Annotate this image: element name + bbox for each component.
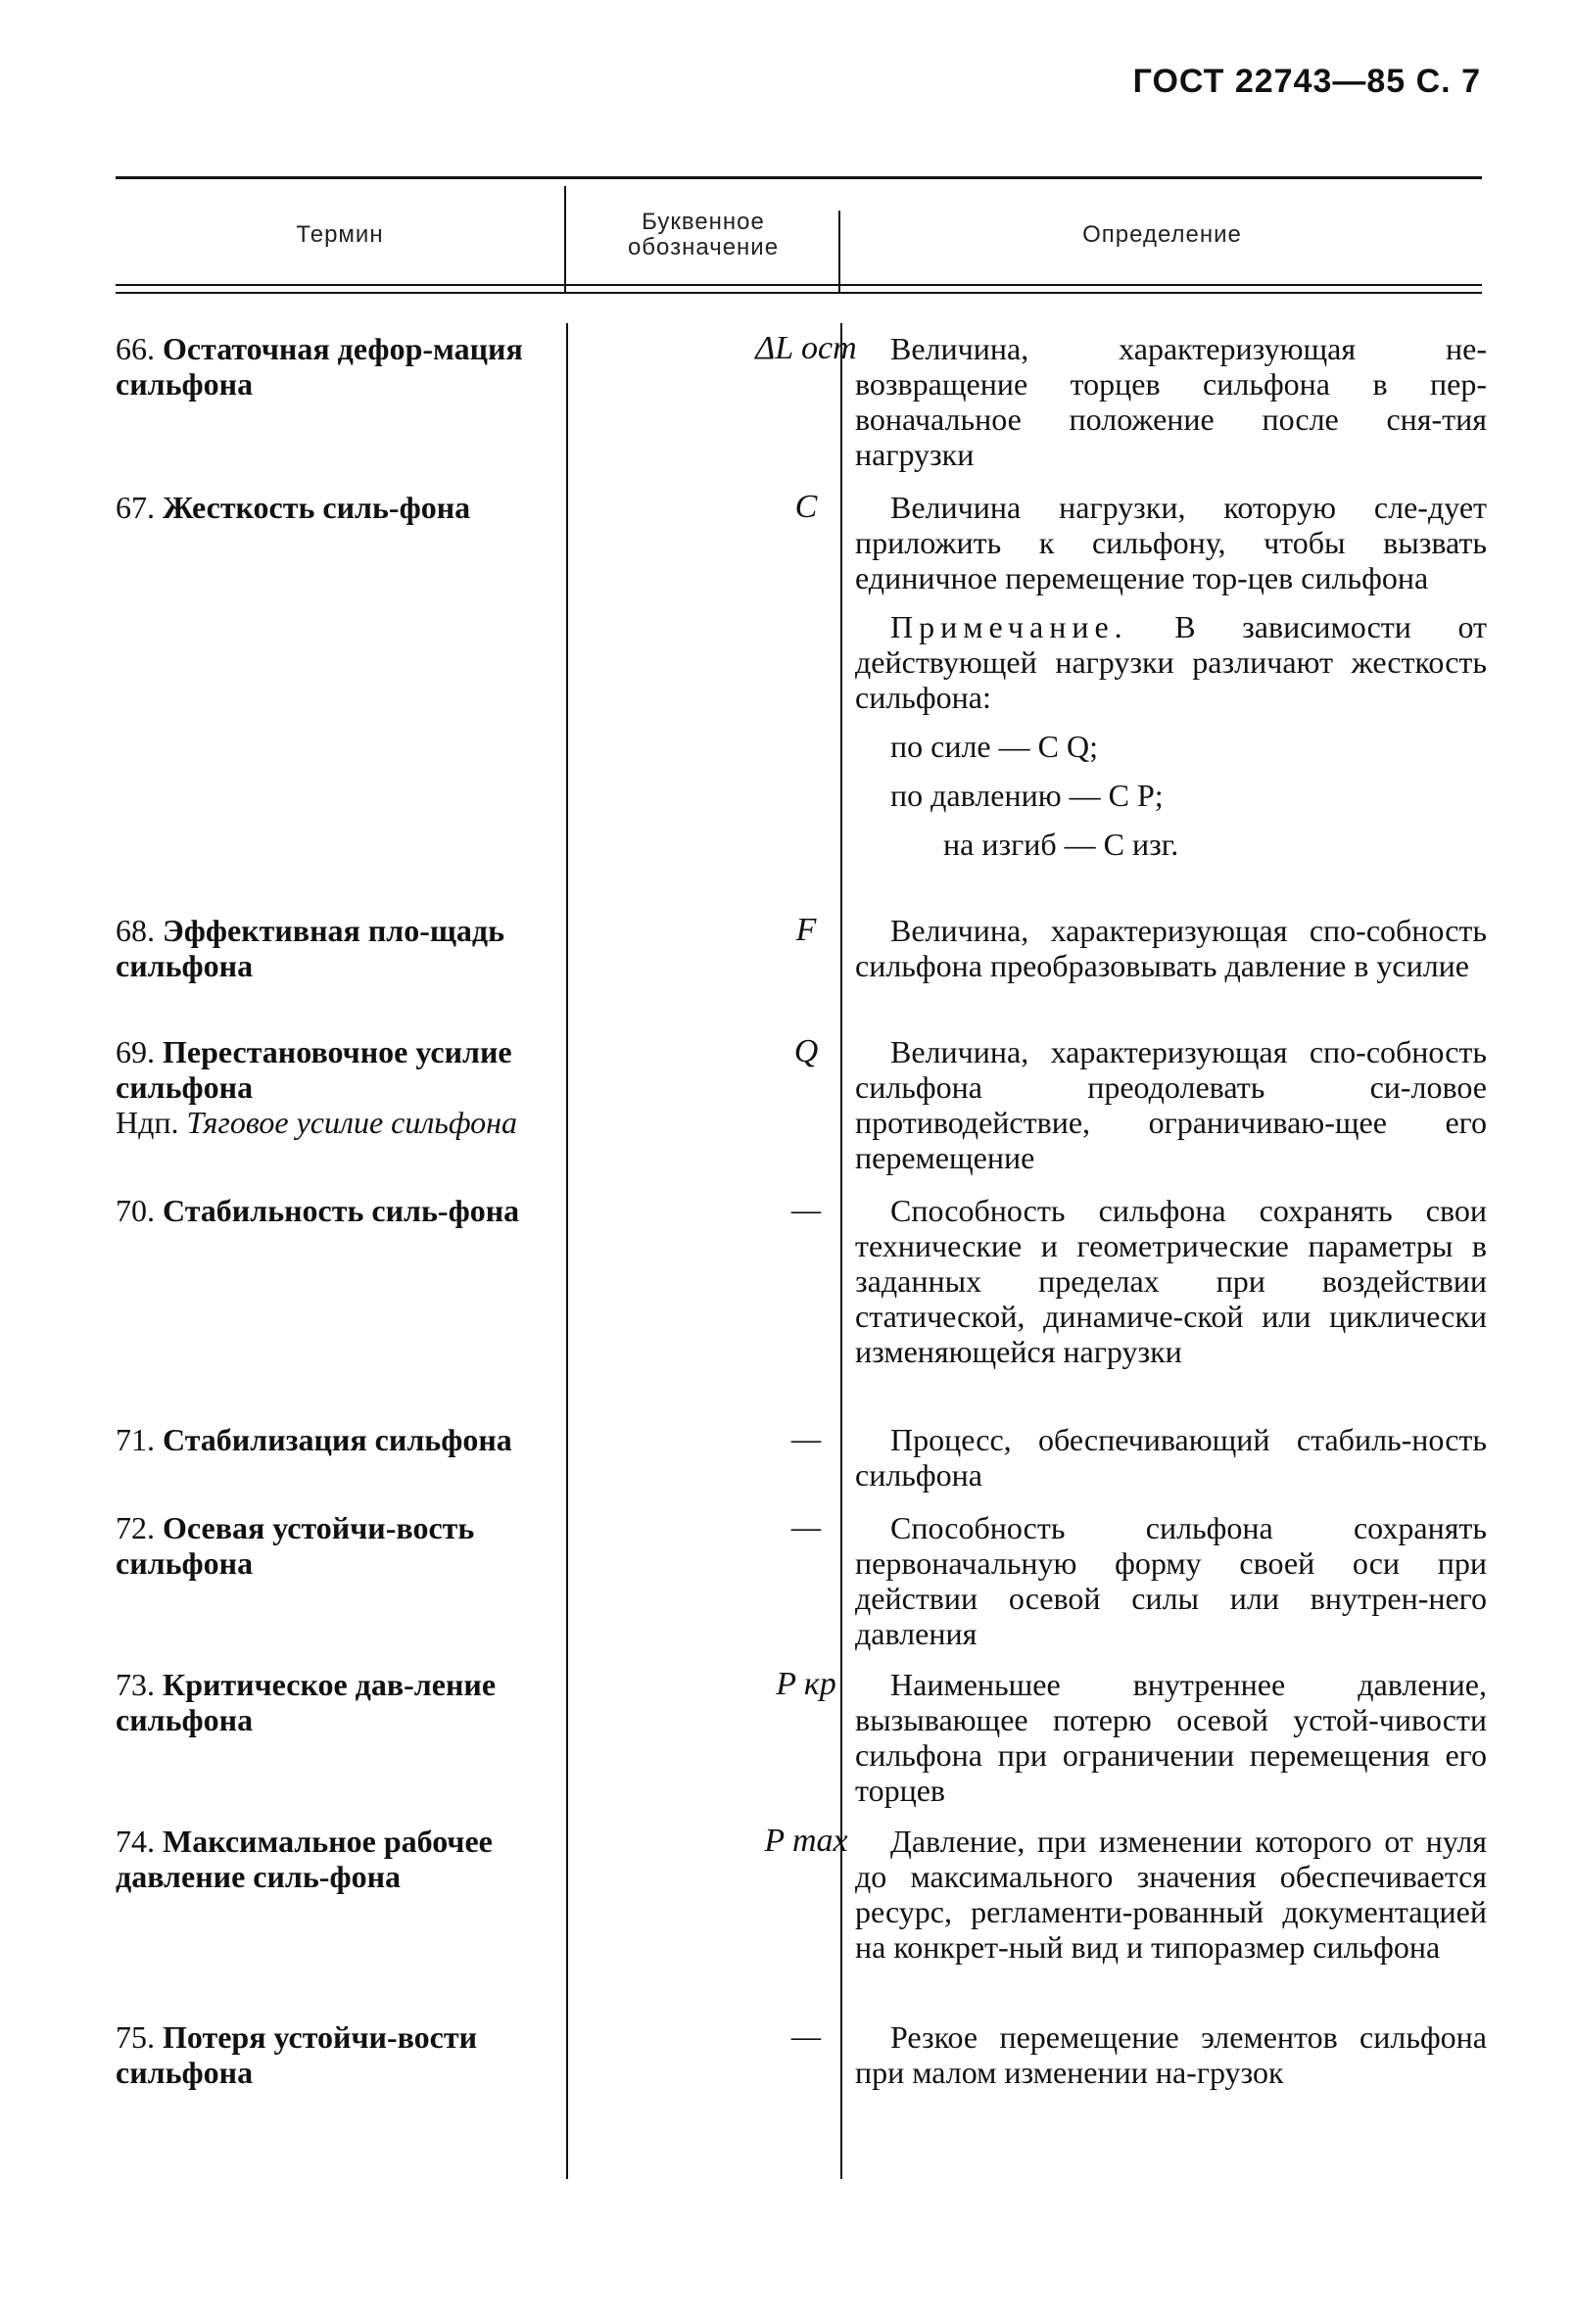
term-number: 69.	[116, 1034, 155, 1069]
term-name: Осевая устойчи-вость сильфона	[116, 1510, 475, 1581]
term-symbol: —	[790, 1509, 822, 1545]
note-label: Примечание.	[890, 609, 1128, 644]
note-item: по силе — C Q;	[890, 729, 1098, 764]
column-divider-2	[840, 323, 842, 2179]
header-bottom-rule-2	[116, 292, 1482, 294]
term-name: Потеря устойчи-вости сильфона	[116, 2019, 478, 2090]
definition-cell	[855, 1034, 1487, 1175]
note-item: на изгиб — C изг.	[943, 827, 1179, 862]
term-name: Остаточная дефор-мация сильфона	[116, 331, 523, 402]
term-cell	[116, 1824, 547, 1894]
term-name: Стабильность силь-фона	[163, 1193, 520, 1228]
term-symbol: —	[790, 1421, 822, 1457]
term-cell	[116, 1034, 547, 1140]
note-block	[855, 609, 1487, 862]
definition-text: Резкое перемещение элементов сильфона при малом изменении на-грузок	[855, 2019, 1487, 2090]
note-text: В зависимости от действующей нагрузки различают жесткость сильфона:	[855, 609, 1487, 715]
table-top-rule	[116, 176, 1482, 179]
column-header-term: Термин	[296, 221, 384, 248]
header-divider-2	[838, 211, 840, 292]
term-number: 73.	[116, 1667, 155, 1702]
definition-text: Величина, характеризующая спо-собность сильфона преодолевать си-ловое противодействие, ограничиваю-щее его перемещение	[855, 1034, 1487, 1175]
term-name: Эффективная пло-щадь сильфона	[116, 913, 504, 983]
header-bottom-rule	[116, 284, 1482, 286]
definition-text: Величина, характеризующая не-возвращение торцев сильфона в пер-воначальное положение после сня-тия нагрузки	[855, 331, 1487, 472]
term-symbol: ΔL ост	[755, 330, 857, 366]
ndp-text: Тяговое усилие сильфона	[186, 1105, 518, 1140]
term-number: 74.	[116, 1824, 155, 1859]
definition-cell	[855, 1193, 1487, 1369]
deprecated-term	[116, 1105, 547, 1140]
term-symbol: C	[794, 489, 818, 525]
term-name: Перестановочное усилие сильфона	[116, 1034, 512, 1105]
definition-cell	[855, 1422, 1487, 1493]
page-header: ГОСТ 22743—85 С. 7	[1132, 63, 1481, 100]
definition-text: Процесс, обеспечивающий стабиль-ность сильфона	[855, 1422, 1487, 1493]
definition-cell	[855, 1510, 1487, 1651]
term-cell	[116, 331, 547, 402]
term-symbol: Q	[793, 1033, 819, 1069]
definition-text: Величина, характеризующая спо-собность сильфона преобразовывать давление в усилие	[855, 913, 1487, 983]
column-divider-1	[566, 323, 568, 2179]
term-cell	[116, 1667, 547, 1737]
term-symbol: —	[790, 2018, 822, 2055]
definition-cell	[855, 1824, 1487, 1965]
header-divider-1	[564, 186, 566, 292]
column-header-symbol: Буквенное обозначение	[627, 209, 780, 261]
term-name: Критическое дав-ление сильфона	[116, 1667, 497, 1737]
term-cell	[116, 2019, 547, 2090]
column-header-definition: Определение	[1082, 221, 1242, 248]
term-cell	[116, 913, 547, 983]
term-number: 66.	[116, 331, 155, 366]
term-cell	[116, 1193, 547, 1228]
definition-cell	[855, 913, 1487, 983]
definition-text: Давление, при изменении которого от нуля до максимального значения обеспечивается ресурс, регламенти-рованный документацией на конкрет-ный вид и типоразмер сильфона	[855, 1824, 1487, 1965]
definition-text: Наименьшее внутреннее давление, вызывающее потерю осевой устой-чивости сильфона при ограничении перемещения его торцев	[855, 1667, 1487, 1808]
term-cell	[116, 1510, 547, 1581]
definition-cell	[855, 331, 1487, 472]
definition-cell	[855, 490, 1487, 862]
term-symbol: —	[790, 1192, 822, 1228]
term-cell	[116, 1422, 547, 1457]
term-name: Максимальное рабочее давление силь-фона	[116, 1824, 493, 1894]
ndp-label: Ндп.	[116, 1105, 179, 1140]
term-symbol: P max	[764, 1823, 848, 1859]
term-number: 75.	[116, 2019, 155, 2055]
term-number: 70.	[116, 1193, 155, 1228]
term-cell	[116, 490, 547, 525]
term-name: Жесткость силь-фона	[163, 490, 471, 525]
term-symbol: P кр	[776, 1666, 836, 1702]
term-name: Стабилизация сильфона	[163, 1422, 512, 1457]
definition-text: Способность сильфона сохранять свои технические и геометрические параметры в заданных пределах при воздействии статической, динамиче-ской или циклически изменяющейся нагрузки	[855, 1193, 1487, 1369]
definition-text: Способность сильфона сохранять первоначальную форму своей оси при действии осевой силы или внутрен-него давления	[855, 1510, 1487, 1651]
term-number: 72.	[116, 1510, 155, 1545]
term-number: 67.	[116, 490, 155, 525]
term-number: 68.	[116, 913, 155, 948]
term-symbol: F	[795, 912, 817, 948]
definition-cell	[855, 2019, 1487, 2090]
note-item: по давлению — C P;	[890, 778, 1164, 813]
definition-cell	[855, 1667, 1487, 1808]
definition-text: Величина нагрузки, которую сле-дует приложить к сильфону, чтобы вызвать единичное перемещение тор-цев сильфона	[855, 490, 1487, 595]
term-number: 71.	[116, 1422, 155, 1457]
